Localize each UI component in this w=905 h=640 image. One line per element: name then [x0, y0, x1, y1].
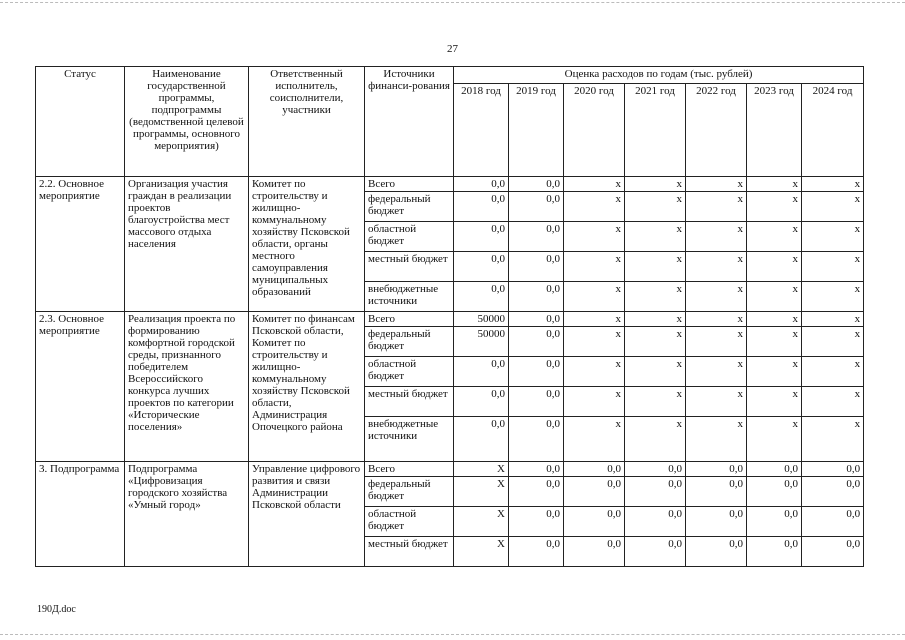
amount-cell: 50000 [454, 327, 509, 357]
table-body [36, 177, 864, 567]
amount-cell: 0,0 [686, 477, 747, 507]
amount-cell: x [564, 192, 625, 222]
amount-cell: X [454, 462, 509, 477]
amount-cell: 0,0 [509, 282, 564, 312]
status-cell: 2.2. Основное мероприятие [36, 177, 125, 312]
funding-source-cell: местный бюджет [365, 252, 454, 282]
amount-cell: 50000 [454, 312, 509, 327]
amount-cell: 0,0 [454, 387, 509, 417]
amount-cell: x [802, 417, 864, 462]
executor-cell: Комитет по строительству и жилищно-коммунальному хозяйству Псковской области, органы местного самоуправления муниципальных образований [249, 177, 365, 312]
amount-cell: x [564, 312, 625, 327]
header-sources: Источники финанси-рования [365, 67, 454, 177]
amount-cell: x [802, 327, 864, 357]
amount-cell: x [564, 387, 625, 417]
header-year: 2018 год [454, 84, 509, 177]
funding-source-cell: Всего [365, 177, 454, 192]
amount-cell: 0,0 [509, 357, 564, 387]
amount-cell: x [747, 312, 802, 327]
amount-cell: 0,0 [625, 537, 686, 567]
amount-cell: x [686, 177, 747, 192]
header-year: 2021 год [625, 84, 686, 177]
amount-cell: 0,0 [454, 177, 509, 192]
amount-cell: x [625, 222, 686, 252]
funding-source-cell: внебюджетные источники [365, 282, 454, 312]
amount-cell: 0,0 [564, 462, 625, 477]
amount-cell: x [747, 192, 802, 222]
amount-cell: 0,0 [509, 177, 564, 192]
amount-cell: x [802, 357, 864, 387]
executor-cell: Управление цифрового развития и связи Администрации Псковской области [249, 462, 365, 567]
amount-cell: 0,0 [686, 462, 747, 477]
amount-cell: 0,0 [686, 507, 747, 537]
amount-cell: 0,0 [509, 537, 564, 567]
amount-cell: x [686, 357, 747, 387]
amount-cell: 0,0 [509, 222, 564, 252]
program-name-cell: Реализация проекта по формированию комфортной городской среды, признанного победителем Всероссийского конкурса лучших проектов по категории «Исторические поселения» [125, 312, 249, 462]
amount-cell: 0,0 [509, 312, 564, 327]
amount-cell: 0,0 [564, 507, 625, 537]
amount-cell: x [747, 222, 802, 252]
amount-cell: x [747, 357, 802, 387]
amount-cell: x [802, 387, 864, 417]
amount-cell: x [625, 177, 686, 192]
amount-cell: 0,0 [564, 477, 625, 507]
amount-cell: 0,0 [509, 462, 564, 477]
amount-cell: 0,0 [802, 537, 864, 567]
amount-cell: 0,0 [747, 507, 802, 537]
header-name: Наименование государственной программы, подпрограммы (ведомственной целевой программы, основного мероприятия) [125, 67, 249, 177]
amount-cell: x [747, 282, 802, 312]
header-executor: Ответственный исполнитель, соисполнители, участники [249, 67, 365, 177]
header-year: 2020 год [564, 84, 625, 177]
amount-cell: x [747, 417, 802, 462]
executor-cell: Комитет по финансам Псковской области, Комитет по строительству и жилищно-коммунальному хозяйству Псковской области, Администрация Опочецкого района [249, 312, 365, 462]
amount-cell: x [747, 252, 802, 282]
amount-cell: 0,0 [686, 537, 747, 567]
amount-cell: x [802, 192, 864, 222]
amount-cell: x [564, 417, 625, 462]
amount-cell: x [686, 252, 747, 282]
amount-cell: x [564, 177, 625, 192]
amount-cell: x [802, 312, 864, 327]
funding-source-cell: Всего [365, 312, 454, 327]
amount-cell: 0,0 [564, 537, 625, 567]
amount-cell: x [686, 192, 747, 222]
amount-cell: 0,0 [802, 477, 864, 507]
amount-cell: 0,0 [747, 537, 802, 567]
amount-cell: x [747, 177, 802, 192]
funding-source-cell: местный бюджет [365, 537, 454, 567]
amount-cell: 0,0 [625, 462, 686, 477]
amount-cell: X [454, 477, 509, 507]
amount-cell: x [747, 387, 802, 417]
amount-cell: X [454, 537, 509, 567]
funding-source-cell: федеральный бюджет [365, 192, 454, 222]
amount-cell: x [686, 417, 747, 462]
funding-source-cell: областной бюджет [365, 357, 454, 387]
amount-cell: X [454, 507, 509, 537]
amount-cell: 0,0 [509, 477, 564, 507]
amount-cell: 0,0 [454, 417, 509, 462]
amount-cell: 0,0 [509, 387, 564, 417]
amount-cell: x [686, 312, 747, 327]
amount-cell: x [802, 252, 864, 282]
funding-source-cell: федеральный бюджет [365, 327, 454, 357]
amount-cell: x [747, 327, 802, 357]
amount-cell: x [564, 282, 625, 312]
amount-cell: 0,0 [509, 507, 564, 537]
amount-cell: 0,0 [625, 507, 686, 537]
amount-cell: 0,0 [509, 252, 564, 282]
amount-cell: 0,0 [454, 357, 509, 387]
amount-cell: x [802, 222, 864, 252]
amount-cell: 0,0 [625, 477, 686, 507]
table-row [36, 177, 864, 192]
header-year: 2024 год [802, 84, 864, 177]
amount-cell: x [625, 192, 686, 222]
amount-cell: x [564, 252, 625, 282]
amount-cell: 0,0 [454, 192, 509, 222]
status-cell: 2.3. Основное мероприятие [36, 312, 125, 462]
expenditure-table [35, 66, 864, 567]
funding-source-cell: внебюджетные источники [365, 417, 454, 462]
footer-file-name: 190Д.doc [37, 604, 76, 615]
funding-source-cell: федеральный бюджет [365, 477, 454, 507]
amount-cell: 0,0 [509, 327, 564, 357]
scan-edge-bottom [0, 634, 905, 635]
amount-cell: 0,0 [747, 477, 802, 507]
amount-cell: x [564, 222, 625, 252]
amount-cell: x [625, 252, 686, 282]
amount-cell: 0,0 [802, 462, 864, 477]
amount-cell: x [686, 222, 747, 252]
amount-cell: x [686, 282, 747, 312]
amount-cell: 0,0 [802, 507, 864, 537]
amount-cell: x [625, 357, 686, 387]
amount-cell: x [625, 417, 686, 462]
table-row [36, 312, 864, 327]
amount-cell: x [686, 327, 747, 357]
header-year: 2019 год [509, 84, 564, 177]
amount-cell: 0,0 [454, 282, 509, 312]
amount-cell: x [564, 357, 625, 387]
funding-source-cell: Всего [365, 462, 454, 477]
amount-cell: x [564, 327, 625, 357]
page-number: 27 [447, 43, 458, 55]
funding-source-cell: областной бюджет [365, 222, 454, 252]
amount-cell: x [802, 177, 864, 192]
amount-cell: x [625, 387, 686, 417]
header-status: Статус [36, 67, 125, 177]
program-name-cell: Организация участия граждан в реализации проектов благоустройства мест массового отдыха населения [125, 177, 249, 312]
header-year: 2022 год [686, 84, 747, 177]
amount-cell: x [625, 282, 686, 312]
header-costs-title: Оценка расходов по годам (тыс. рублей) [454, 67, 864, 84]
amount-cell: 0,0 [509, 417, 564, 462]
funding-source-cell: областной бюджет [365, 507, 454, 537]
scan-edge-top [0, 2, 905, 3]
amount-cell: 0,0 [509, 192, 564, 222]
funding-source-cell: местный бюджет [365, 387, 454, 417]
amount-cell: 0,0 [747, 462, 802, 477]
amount-cell: x [686, 387, 747, 417]
header-year: 2023 год [747, 84, 802, 177]
amount-cell: x [625, 312, 686, 327]
program-name-cell: Подпрограмма «Цифровизация городского хозяйства «Умный город» [125, 462, 249, 567]
amount-cell: x [625, 327, 686, 357]
amount-cell: x [802, 282, 864, 312]
table-row [36, 462, 864, 477]
amount-cell: 0,0 [454, 252, 509, 282]
status-cell: 3. Подпрограмма [36, 462, 125, 567]
amount-cell: 0,0 [454, 222, 509, 252]
